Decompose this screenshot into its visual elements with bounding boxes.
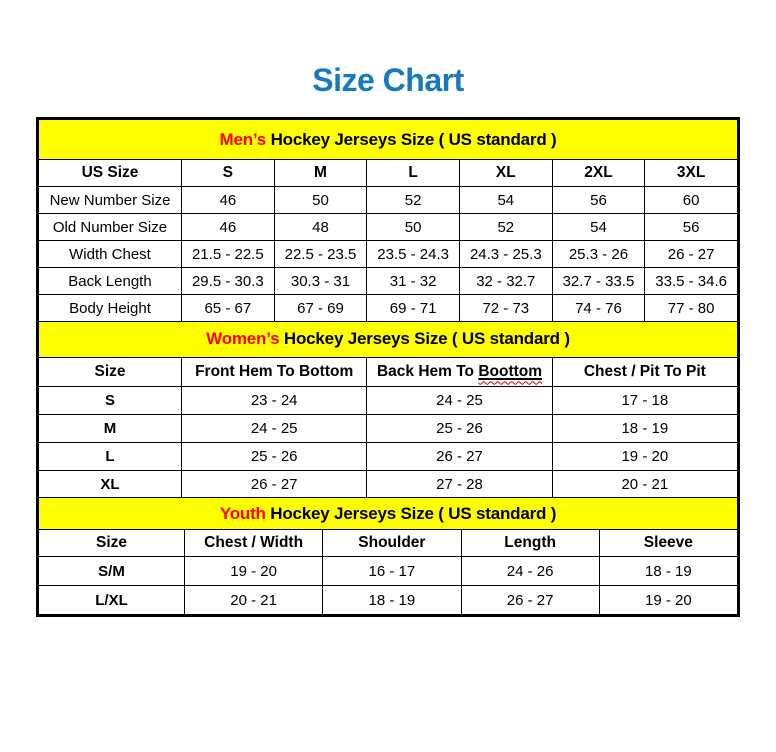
table-row [39, 241, 738, 268]
size-value-cell: 26 - 27 [182, 470, 367, 498]
mens-col-m: M [274, 160, 367, 187]
size-value-cell: 72 - 73 [459, 295, 552, 322]
size-value-cell: 46 [182, 187, 275, 214]
row-label: Back Length [39, 268, 182, 295]
mens-band-row [39, 120, 738, 160]
size-value-cell: 56 [645, 214, 738, 241]
table-row [39, 414, 738, 442]
womens-header-row [39, 357, 738, 386]
row-label: Old Number Size [39, 214, 182, 241]
size-value-cell: 29.5 - 30.3 [182, 268, 275, 295]
size-value-cell: 32.7 - 33.5 [552, 268, 645, 295]
row-label: Width Chest [39, 241, 182, 268]
size-value-cell: 24 - 25 [367, 386, 552, 414]
size-value-cell: 52 [367, 187, 460, 214]
size-value-cell: 77 - 80 [645, 295, 738, 322]
mens-size-table [38, 119, 738, 322]
womens-band-accent: Women’s [206, 329, 280, 348]
size-value-cell: 48 [274, 214, 367, 241]
size-value-cell: 18 - 19 [323, 586, 461, 615]
size-value-cell: 23 - 24 [182, 386, 367, 414]
youth-col-shoulder: Shoulder [323, 530, 461, 557]
table-row [39, 557, 738, 586]
table-row [39, 442, 738, 470]
womens-band-rest: Hockey Jerseys Size ( US standard ) [279, 329, 570, 348]
size-value-cell: 74 - 76 [552, 295, 645, 322]
size-value-cell: 50 [274, 187, 367, 214]
youth-col-sleeve: Sleeve [599, 530, 737, 557]
size-value-cell: 24 - 26 [461, 557, 599, 586]
mens-table-body [39, 187, 738, 322]
womens-size-table [38, 321, 738, 499]
misspelled-word-underline [478, 363, 542, 380]
size-value-cell: 27 - 28 [367, 470, 552, 498]
size-value-cell: 25 - 26 [367, 414, 552, 442]
size-value-cell: 25.3 - 26 [552, 241, 645, 268]
youth-col-chest-width: Chest / Width [185, 530, 323, 557]
row-label: S [39, 386, 182, 414]
size-value-cell: 22.5 - 23.5 [274, 241, 367, 268]
mens-col-s: S [182, 160, 275, 187]
size-value-cell: 46 [182, 214, 275, 241]
size-value-cell: 32 - 32.7 [459, 268, 552, 295]
table-row [39, 268, 738, 295]
youth-band-rest: Hockey Jerseys Size ( US standard ) [265, 503, 557, 523]
womens-col-size: Size [39, 357, 182, 386]
size-value-cell: 20 - 21 [552, 470, 737, 498]
row-label: XL [39, 470, 182, 498]
youth-table-body [39, 557, 738, 615]
size-value-cell: 30.3 - 31 [274, 268, 367, 295]
size-value-cell: 52 [459, 214, 552, 241]
size-value-cell: 20 - 21 [185, 586, 323, 615]
row-label: S/M [39, 557, 185, 586]
womens-band-row [39, 321, 738, 357]
mens-col-2xl: 2XL [552, 160, 645, 187]
womens-col-front-hem: Front Hem To Bottom [182, 357, 367, 386]
row-label: L [39, 442, 182, 470]
youth-header-row [39, 530, 738, 557]
size-value-cell: 67 - 69 [274, 295, 367, 322]
size-value-cell: 19 - 20 [552, 442, 737, 470]
size-value-cell: 23.5 - 24.3 [367, 241, 460, 268]
size-value-cell: 25 - 26 [182, 442, 367, 470]
size-value-cell: 19 - 20 [185, 557, 323, 586]
mens-col-xl: XL [459, 160, 552, 187]
page-title: Size Chart [312, 62, 464, 98]
womens-table-body [39, 386, 738, 498]
mens-header-row [39, 160, 738, 187]
youth-band-row [39, 498, 738, 530]
youth-band-accent: Youth [219, 503, 266, 523]
youth-col-size: Size [39, 530, 185, 557]
size-value-cell: 26 - 27 [461, 586, 599, 615]
size-value-cell: 54 [459, 187, 552, 214]
table-row [39, 470, 738, 498]
size-value-cell: 60 [645, 187, 738, 214]
table-row [39, 386, 738, 414]
size-value-cell: 50 [367, 214, 460, 241]
size-value-cell: 54 [552, 214, 645, 241]
size-value-cell: 21.5 - 22.5 [182, 241, 275, 268]
mens-band-title [39, 120, 738, 160]
womens-col-chest: Chest / Pit To Pit [552, 357, 737, 386]
size-value-cell: 17 - 18 [552, 386, 737, 414]
size-value-cell: 18 - 19 [552, 414, 737, 442]
youth-band-title [39, 498, 738, 530]
row-label: Body Height [39, 295, 182, 322]
youth-size-table [38, 497, 738, 615]
size-value-cell: 24.3 - 25.3 [459, 241, 552, 268]
size-value-cell: 18 - 19 [599, 557, 737, 586]
table-row [39, 187, 738, 214]
size-value-cell: 19 - 20 [599, 586, 737, 615]
size-tables-container [36, 117, 740, 617]
table-row [39, 295, 738, 322]
mens-col-l: L [367, 160, 460, 187]
table-row [39, 214, 738, 241]
size-value-cell: 26 - 27 [367, 442, 552, 470]
row-label: M [39, 414, 182, 442]
womens-band-title [39, 321, 738, 357]
mens-band-rest: Hockey Jerseys Size ( US standard ) [266, 129, 557, 149]
size-value-cell: 56 [552, 187, 645, 214]
size-value-cell: 65 - 67 [182, 295, 275, 322]
size-value-cell: 26 - 27 [645, 241, 738, 268]
size-value-cell: 69 - 71 [367, 295, 460, 322]
size-value-cell: 31 - 32 [367, 268, 460, 295]
row-label: New Number Size [39, 187, 182, 214]
mens-col-us-size: US Size [39, 160, 182, 187]
womens-col-back-hem [367, 357, 552, 386]
row-label: L/XL [39, 586, 185, 615]
size-chart-page [0, 60, 776, 617]
mens-col-3xl: 3XL [645, 160, 738, 187]
back-hem-label-prefix: Back Hem To [376, 362, 479, 380]
table-row [39, 586, 738, 615]
size-value-cell: 24 - 25 [182, 414, 367, 442]
misspelled-word: Boottom [478, 362, 543, 380]
size-value-cell: 33.5 - 34.6 [645, 268, 738, 295]
mens-band-accent: Men’s [219, 129, 267, 149]
size-value-cell: 16 - 17 [323, 557, 461, 586]
youth-col-length: Length [461, 530, 599, 557]
